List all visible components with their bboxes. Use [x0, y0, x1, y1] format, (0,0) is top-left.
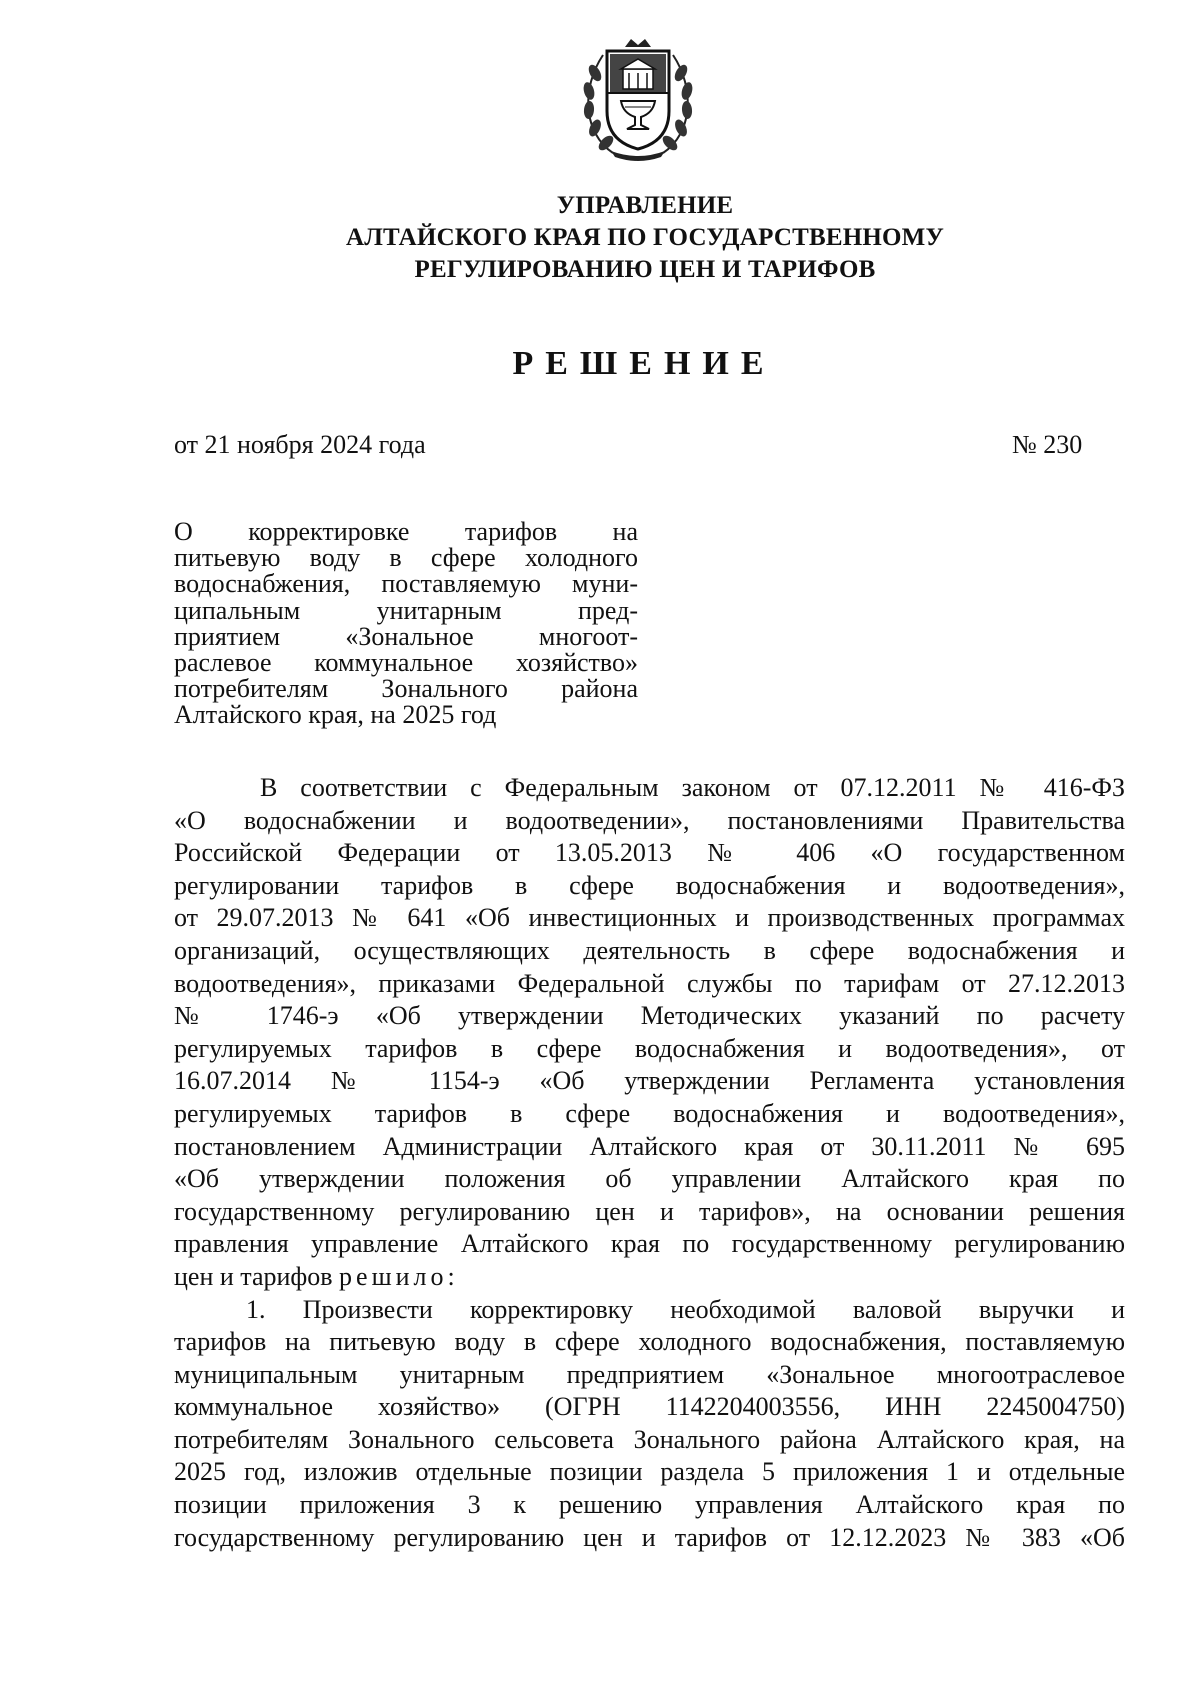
- preamble-line: организаций, осуществляющих деятельность в сфере водоснабжения и: [174, 935, 1125, 965]
- preamble-line: правления управление Алтайского края по государственному регулированию: [174, 1229, 1125, 1259]
- subject-line: питьевую воду в сфере холодного: [174, 543, 638, 573]
- preamble-line: государственному регулированию цен и тарифов», на основании решения: [174, 1196, 1125, 1226]
- preamble-line: «О водоснабжении и водоотведении», постановлениями Правительства: [174, 805, 1125, 835]
- document-date: от 21 ноября 2024 года: [174, 430, 426, 459]
- item1-line: 2025 год, изложив отдельные позиции раздела 5 приложения 1 и отдельные: [174, 1457, 1125, 1487]
- item1-line: позиции приложения 3 к решению управления Алтайского края по: [174, 1490, 1125, 1520]
- subject-line: Алтайского края, на 2025 год: [174, 700, 497, 730]
- document-body: [174, 772, 1125, 1554]
- item1-line: государственному регулированию цен и тарифов от 12.12.2023 № 383 «Об: [174, 1522, 1125, 1552]
- subject-line: приятием «Зональное многоот-: [174, 621, 638, 651]
- item1-line: тарифов на питьевую воду в сфере холодного водоснабжения, поставляемую: [174, 1327, 1125, 1357]
- preamble-line: № 1746-э «Об утверждении Методических указаний по расчету: [174, 1001, 1125, 1031]
- subject-line: потребителям Зонального района: [174, 674, 638, 704]
- item1-line: 1. Произвести корректировку необходимой валовой выручки и: [246, 1294, 1125, 1324]
- org-title-line-1: УПРАВЛЕНИЕ: [556, 192, 734, 219]
- organization-title: [0, 190, 1200, 286]
- org-title-line-3: РЕГУЛИРОВАНИЮ ЦЕН И ТАРИФОВ: [414, 256, 876, 283]
- item1-line: коммунальное хозяйство» (ОГРН 1142204003556, ИНН 2245004750): [174, 1392, 1125, 1422]
- preamble-line: регулируемых тарифов в сфере водоснабжения и водоотведения», от: [174, 1033, 1125, 1063]
- preamble-line: регулируемых тарифов в сфере водоснабжения и водоотведения»,: [174, 1098, 1125, 1128]
- subject-line: ципальным унитарным пред-: [174, 595, 638, 625]
- preamble-line: постановлением Администрации Алтайского края от 30.11.2011 № 695: [174, 1131, 1125, 1161]
- preamble-line: регулировании тарифов в сфере водоснабжения и водоотведения»,: [174, 870, 1125, 900]
- document-subject: [174, 519, 638, 729]
- document-number: № 230: [1012, 430, 1083, 459]
- subject-line: раслевое коммунальное хозяйство»: [174, 647, 638, 677]
- preamble-line: «Об утверждении положения об управлении Алтайского края по: [174, 1164, 1125, 1194]
- preamble-line: Российской Федерации от 13.05.2013 № 406 «О государственном: [174, 838, 1125, 868]
- coat-of-arms-emblem: [573, 33, 703, 163]
- item1-line: муниципальным унитарным предприятием «Зональное многоотраслевое: [174, 1359, 1125, 1389]
- preamble-closing-prefix: цен и тарифов: [174, 1261, 340, 1291]
- resolution-word: решило: [339, 1261, 448, 1291]
- preamble-line: от 29.07.2013 № 641 «Об инвестиционных и производственных программах: [174, 903, 1125, 933]
- document-kind-heading: РЕШЕНИЕ: [512, 345, 776, 382]
- preamble-line: В соответствии с Федеральным законом от 07.12.2011 № 416-ФЗ: [260, 773, 1125, 802]
- org-title-line-2: АЛТАЙСКОГО КРАЯ ПО ГОСУДАРСТВЕННОМУ: [345, 224, 945, 251]
- preamble-closing-line: [174, 1261, 1125, 1294]
- preamble-line: водоотведения», приказами Федеральной службы по тарифам от 27.12.2013: [174, 968, 1125, 998]
- subject-line: О корректировке тарифов на: [174, 517, 638, 546]
- preamble-line: 16.07.2014 № 1154-э «Об утверждении Регламента установления: [174, 1066, 1125, 1096]
- preamble-closing-suffix: :: [447, 1261, 455, 1291]
- item1-line: потребителям Зонального сельсовета Зонального района Алтайского края, на: [174, 1424, 1125, 1454]
- subject-line: водоснабжения, поставляемую муни-: [174, 569, 638, 599]
